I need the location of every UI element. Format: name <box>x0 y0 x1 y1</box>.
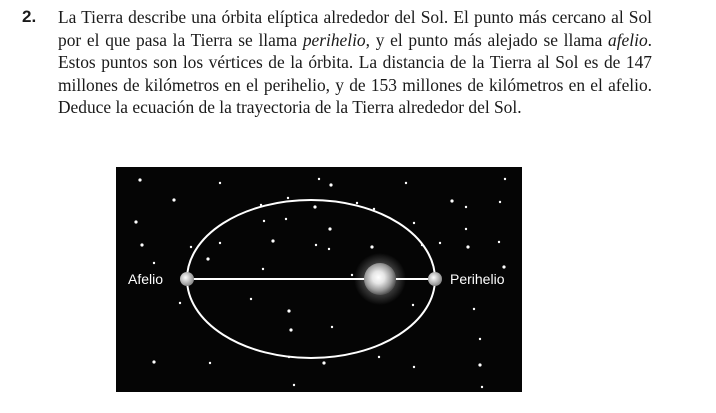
star-dot <box>413 222 415 224</box>
sun <box>364 263 396 295</box>
star-dot <box>271 239 274 242</box>
orbit-figure <box>116 167 522 392</box>
star-dot <box>439 242 441 244</box>
star-dot <box>465 228 467 230</box>
orbit-diagram <box>116 167 522 392</box>
star-dot <box>313 205 316 208</box>
star-dot <box>413 366 415 368</box>
perihelion-point <box>428 272 442 286</box>
star-dot <box>219 182 221 184</box>
star-dot <box>405 182 407 184</box>
star-dot <box>206 257 209 260</box>
star-dot <box>293 384 295 386</box>
star-dot <box>138 178 141 181</box>
star-dot <box>209 362 211 364</box>
star-dot <box>152 360 155 363</box>
star-dot <box>378 356 380 358</box>
term-afelio: afelio <box>608 29 648 50</box>
label-perihelio: Perihelio <box>450 271 505 287</box>
problem-text <box>58 6 652 119</box>
star-dot <box>479 338 481 340</box>
star-dot <box>172 198 175 201</box>
star-dot <box>287 197 289 199</box>
star-dot <box>322 361 325 364</box>
star-dot <box>331 326 333 328</box>
star-dot <box>473 308 475 310</box>
star-dot <box>356 202 358 204</box>
problem-sentence-2: , y el punto más alejado se llama <box>365 29 609 50</box>
star-dot <box>190 246 192 248</box>
star-dot <box>481 386 483 388</box>
star-dot <box>351 274 353 276</box>
star-dot <box>502 265 505 268</box>
star-dot <box>412 304 414 306</box>
star-dot <box>450 199 453 202</box>
label-afelio: Afelio <box>128 271 164 287</box>
star-dot <box>179 302 181 304</box>
star-dot <box>328 248 330 250</box>
star-dot <box>466 245 469 248</box>
star-dot <box>318 178 320 180</box>
problem-sentence-3: . Estos puntos son los vértices de la órbita. La distancia de la Tierra al Sol es de 147 millones de kilómetros en el perihelio, y de 153 millones de kilómetros en el afelio. Deduce la ecuación de la trayectoria de la Tierra alrededor del Sol. <box>58 29 652 117</box>
star-dot <box>499 201 501 203</box>
star-dot <box>504 178 506 180</box>
star-dot <box>478 363 481 366</box>
problem-sentence-1: La Tierra describe una órbita elíptica alrededor del Sol. El punto más cercano al Sol por el que pasa la Tierra se llama <box>58 7 652 50</box>
star-dot <box>140 243 143 246</box>
star-dot <box>329 183 332 186</box>
star-dot <box>315 244 317 246</box>
star-dot <box>219 242 221 244</box>
star-dot <box>263 220 265 222</box>
star-dot <box>287 309 290 312</box>
star-dot <box>498 241 500 243</box>
aphelion-point <box>180 272 194 286</box>
star-dot <box>289 328 292 331</box>
star-dot <box>134 220 137 223</box>
star-dot <box>465 206 467 208</box>
star-dot <box>370 245 373 248</box>
star-dot <box>328 227 331 230</box>
star-dot <box>250 298 252 300</box>
star-dot <box>262 268 264 270</box>
term-perihelio: perihelio <box>302 29 366 50</box>
problem-statement <box>22 6 652 119</box>
star-dot <box>285 218 287 220</box>
star-dot <box>153 262 155 264</box>
problem-number: 2. <box>22 7 37 26</box>
